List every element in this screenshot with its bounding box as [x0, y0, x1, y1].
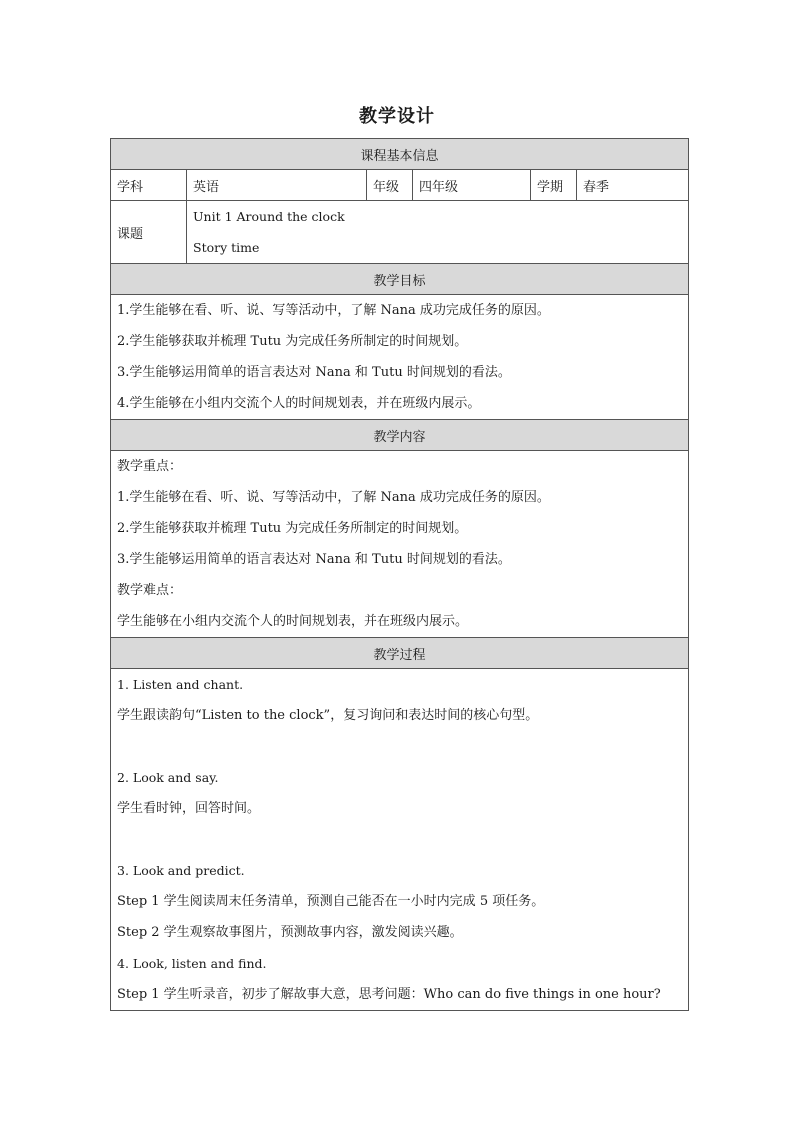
process-row: [111, 669, 689, 1011]
grade-value: 四年级: [413, 170, 531, 201]
process-step-title: 2. Look and say.: [117, 770, 219, 785]
key-point-item: 2.学生能够获取并梳理 Tutu 为完成任务所制定的时间规划。: [117, 521, 468, 536]
difficulty-label: 教学难点：: [117, 583, 183, 598]
section-header-process: [111, 638, 689, 669]
term-value: 春季: [577, 170, 689, 201]
objective-item: 2.学生能够获取并梳理 Tutu 为完成任务所制定的时间规划。: [117, 334, 468, 349]
process-step-title: 4. Look, listen and find.: [117, 956, 267, 971]
key-point-item: 3.学生能够运用简单的语言表达对 Nana 和 Tutu 时间规划的看法。: [117, 552, 511, 567]
topic-value: [187, 201, 689, 264]
process-step-text: Step 2 学生观察故事图片，预测故事内容，激发阅读兴趣。: [117, 925, 463, 940]
content-block: [111, 451, 689, 638]
lesson-plan-table: [110, 138, 689, 1011]
section-header-basic-info: [111, 139, 689, 170]
objective-item: 4.学生能够在小组内交流个人的时间规划表，并在班级内展示。: [117, 396, 481, 411]
section-title: 教学目标: [111, 264, 689, 295]
process-step-text: Step 1 学生阅读周末任务清单，预测自己能否在一小时内完成 5 项任务。: [117, 894, 545, 909]
topic-label: 课题: [111, 201, 187, 264]
section-title: 教学过程: [111, 638, 689, 669]
term-label: 学期: [531, 170, 577, 201]
objective-item: 3.学生能够运用简单的语言表达对 Nana 和 Tutu 时间规划的看法。: [117, 365, 511, 380]
section-title: 课程基本信息: [111, 139, 689, 170]
process-step-title: 1. Listen and chant.: [117, 677, 244, 692]
document-title: 教学设计: [359, 106, 435, 127]
basic-info-row: [111, 170, 689, 201]
objective-item: 1.学生能够在看、听、说、写等活动中，了解 Nana 成功完成任务的原因。: [117, 303, 550, 318]
key-point-item: 1.学生能够在看、听、说、写等活动中，了解 Nana 成功完成任务的原因。: [117, 490, 550, 505]
topic-line: Story time: [193, 240, 260, 255]
objectives-row: [111, 295, 689, 420]
process-step-text: Step 1 学生听录音，初步了解故事大意，思考问题：Who can do five things in one hour?: [117, 987, 661, 1002]
content-row: [111, 451, 689, 638]
grade-label: 年级: [367, 170, 413, 201]
section-header-content: [111, 420, 689, 451]
section-title: 教学内容: [111, 420, 689, 451]
process-step-text: 学生跟读韵句“Listen to the clock”，复习询问和表达时间的核心句型。: [117, 708, 539, 723]
topic-row: [111, 201, 689, 264]
section-header-objectives: [111, 264, 689, 295]
process-step-text: 学生看时钟，回答时间。: [117, 801, 261, 816]
process-block: [111, 669, 689, 1011]
topic-line: Unit 1 Around the clock: [193, 209, 345, 224]
blank-line: [117, 824, 682, 855]
process-step-title: 3. Look and predict.: [117, 863, 245, 878]
key-points-label: 教学重点：: [117, 459, 183, 474]
blank-line: [117, 731, 682, 762]
objectives-list: [111, 295, 689, 420]
subject-value: 英语: [187, 170, 367, 201]
difficulty-item: 学生能够在小组内交流个人的时间规划表，并在班级内展示。: [117, 614, 469, 629]
subject-label: 学科: [111, 170, 187, 201]
